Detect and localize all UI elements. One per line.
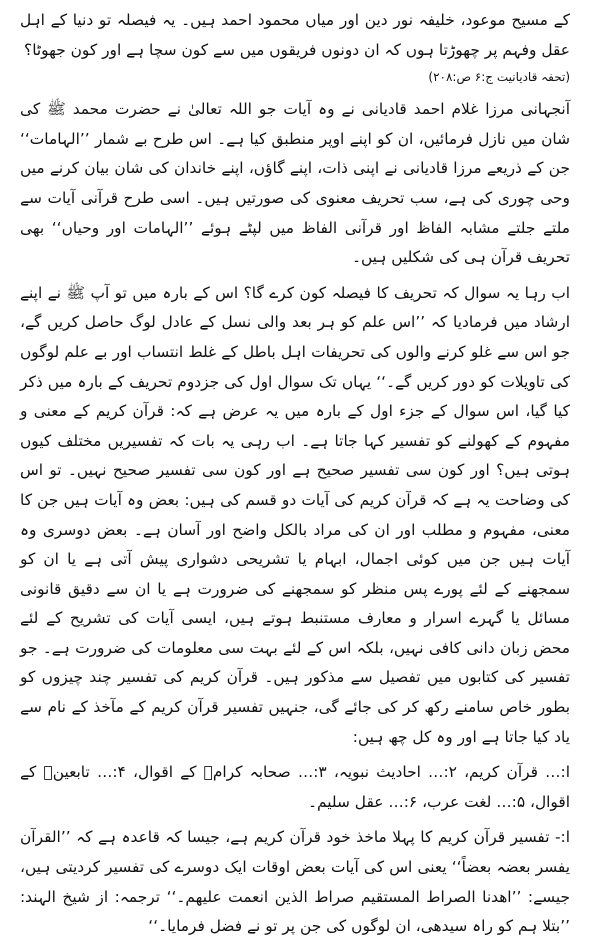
paragraph-1-text: کے مسیح موعود، خلیفہ نور دین اور میاں محمود احمد ہیں۔ یہ فیصلہ تو دنیا کے اہل عقل وفہم پر چھوڑتا ہوں کہ ان دونوں فریقوں میں سے کون سچا ہے اور کون جھوٹا؟ — [20, 11, 570, 59]
paragraph-1 — [20, 6, 570, 89]
paragraph-3: اب رہا یہ سوال کہ تحریف کا فیصلہ کون کرے گا؟ اس کے بارہ میں تو آپ ﷺ نے اپنے ارشاد میں فرمادیا کہ ’’اس علم کو ہر بعد والی نسل کے عادل لوگ حاصل کریں گے، جو اس سے غلو کرنے والوں کی تحریفات اہل باطل کے غلط انتساب اور بے علم لوگوں کی تاویلات کو دور کریں گے۔‘‘ یہاں تک سوال اول کی جزدوم تحریف کے بارہ میں ذکر کیا گیا، اس سوال کے جزء اول کے بارہ میں یہ عرض ہے کہ: قرآن کریم کے معنی و مفہوم کے کھولنے کو تفسیر کہا جاتا ہے۔ اب رہی یہ بات کہ تفسیریں مختلف کیوں ہوتی ہیں؟ اور کون سی تفسیر صحیح ہے اور کون سی تفسیر صحیح نہیں۔ تو اس کی وضاحت یہ ہے کہ قرآن کریم کی آیات دو قسم کی ہیں: بعض وہ آیات ہیں جن کا معنی، مفہوم و مطلب اور ان کی مراد بالکل واضح اور آسان ہے۔ بعض دوسری وہ آیات ہیں جن میں کوئی اجمال، ابہام یا تشریحی دشواری پیش آتی ہے یا ان کو سمجھنے کے لئے پورے پس منظر کو سمجھنے کی ضرورت ہے یا ان سے دقیق قانونی مسائل یا گہرے اسرار و معارف مستنبط ہوتے ہیں، ایسی آیات کی تشریح کے لئے محض زبان دانی کافی نہیں، بلکہ اس کے لئے بہت سی معلومات کی ضرورت ہے۔ جو تفسیر کی کتابوں میں تفصیل سے مذکور ہیں۔ قرآن کریم کی تفسیر چند چیزوں کو بطور خاص سامنے رکھ کر کی جائے گی، جنہیں تفسیر قرآن کریم کے مآخذ کے نام سے یاد کیا جاتا ہے اور وہ کل چھ ہیں: — [20, 283, 570, 746]
citation-reference — [20, 65, 570, 89]
document-page — [20, 6, 570, 936]
paragraph-5: ا:- تفسیر قرآن کریم کا پہلا ماخذ خود قرآن کریم ہے، جیسا کہ قاعدہ ہے کہ ’’القرآن یفسر بعضہ بعضاً‘‘ یعنی اس کی آیات بعض اوقات ایک دوسرے کی تفسیر کردیتی ہیں، جیسے: ’’اھدنا الصراط المستقیم صراط الذین انعمت علیھم۔‘‘ ترجمہ: از شیخ الہند: ’’بتلا ہم کو راہ سیدھی، ان لوگوں کی جن پر تو نے فضل فرمایا۔‘‘ — [20, 828, 570, 936]
paragraph-2: آنجہانی مرزا غلام احمد قادیانی نے وہ آیات جو اللہ تعالیٰ نے حضرت محمد ﷺ کی شان میں نازل فرمائیں، ان کو اپنے اوپر منطبق کیا ہے۔ اس طرح بے شمار ’’الہامات‘‘ جن کے ذریعے مرزا قادیانی نے اپنی ذات، اپنے گاؤں، اپنے خاندان کی شان بیان کرنے میں وحی چوری کی ہے، سب تحریف معنوی کی صورتیں ہیں۔ اسی طرح قرآنی آیات سے ملتے جلتے مشابہ الفاظ اور قرآنی الفاظ میں لپٹے ہوئے ’’الہامات اور وحیاں‘‘ بھی تحریف قرآن ہی کی شکلیں ہیں۔ — [20, 100, 570, 267]
citation-reference-text: (تحفہ قادیانیت ج:۶ ص:۲۰۸) — [428, 70, 570, 85]
sources-list: ا:… قرآن کریم، ۲:… احادیث نبویہ، ۳:… صحابہ کرامؓ کے اقوال، ۴:… تابعینؒ کے اقوال، ۵:… لغت عرب، ۶:… عقل سلیم۔ — [20, 763, 570, 811]
